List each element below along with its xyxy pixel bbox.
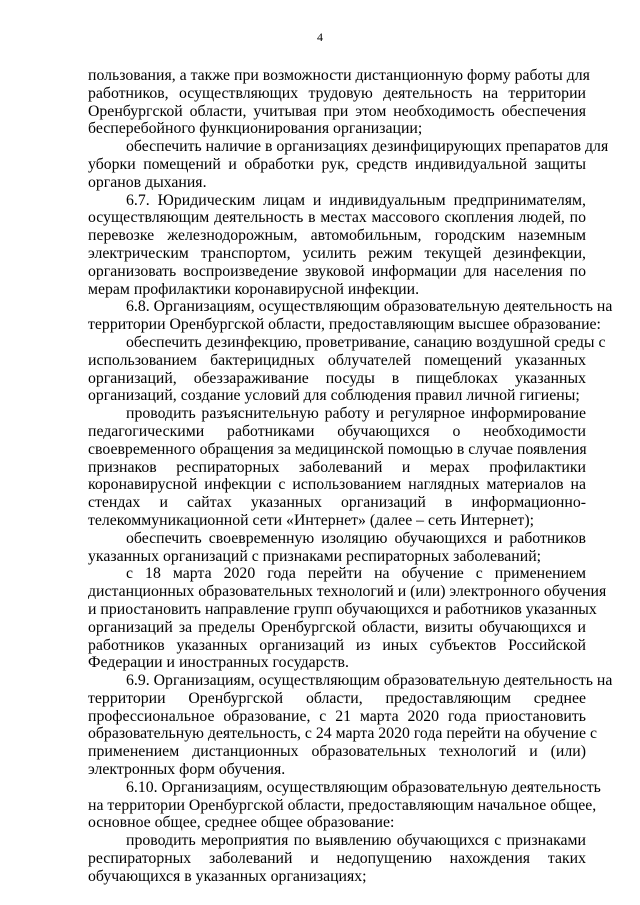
text-line: работников, осуществляющих трудовую деятельность на территории [88, 84, 586, 102]
text-line: профессиональное образование, с 21 марта 2020 года приостановить [88, 707, 586, 725]
text-line: электрическим транспортом, усилить режим текущей дезинфекции, [88, 244, 586, 262]
text-line: уборки помещений и обработки рук, средств индивидуальной защиты [88, 155, 586, 173]
text-line: применением дистанционных образовательных технологий и (или) [88, 743, 586, 761]
text-line: пользования, а также при возможности дистанционную форму работы для [88, 67, 590, 84]
paragraph [88, 530, 586, 566]
text-line: органов дыхания. [88, 173, 207, 191]
paragraph [88, 138, 609, 191]
text-line: дистанционных образовательных технологий и (или) электронного обучения [88, 583, 607, 601]
paragraph [88, 67, 590, 138]
text-line: организаций за пределы Оренбургской области, визиты обучающихся и [88, 618, 586, 636]
text-line: использованием бактерицидных облучателей помещений указанных [88, 351, 586, 369]
document-body [88, 67, 613, 886]
text-line: педагогическими работниками обучающихся о необходимости [88, 422, 586, 440]
text-line: коронавирусной инфекции с использованием наглядных материалов на [88, 476, 586, 494]
text-line: стендах и сайтах указанных организаций в информационно- [88, 494, 586, 512]
text-line: образовательную деятельность, с 24 марта 2020 года перейти на обучение с [88, 725, 597, 743]
paragraph [88, 298, 613, 334]
text-line: территории Оренбургской области, предоставляющим среднее [88, 689, 586, 707]
paragraph [88, 832, 586, 885]
text-line: проводить разъяснительную работу и регулярное информирование [126, 405, 586, 423]
page-number: 4 [317, 30, 323, 44]
text-line: основное общее, среднее общее образование: [88, 814, 395, 832]
text-line: Федерации и иностранных государств. [88, 654, 349, 672]
text-line: 6.10. Организациям, осуществляющим образовательную деятельность [126, 778, 601, 796]
text-line: 6.8. Организациям, осуществляющим образовательную деятельность на [126, 298, 613, 316]
text-line: бесперебойного функционирования организации; [88, 120, 423, 138]
text-line: признаков респираторных заболеваний и мерах профилактики [88, 458, 586, 476]
text-line: мерам профилактики коронавирусной инфекции. [88, 280, 420, 298]
text-line: территории Оренбургской области, предоставляющим высшее образование: [88, 316, 601, 334]
text-line: осуществляющим деятельность в местах массового скопления людей, по [88, 209, 586, 227]
paragraph [88, 192, 586, 299]
text-line: организаций, обеззараживание посуды в пищеблоках указанных [88, 369, 586, 387]
text-line: работников указанных организаций из иных субъектов Российской [88, 636, 586, 654]
paragraph [88, 333, 606, 405]
paragraph [88, 405, 586, 530]
text-line: Оренбургской области, учитывая при этом необходимость обеспечения [88, 102, 586, 120]
text-line: 6.9. Организациям, осуществляющим образовательную деятельность на [126, 672, 613, 690]
text-line: проводить мероприятия по выявлению обучающихся с признаками [126, 832, 586, 850]
text-line: с 18 марта 2020 года перейти на обучение с применением [126, 565, 586, 583]
paragraph [88, 778, 601, 832]
text-line: на территории Оренбургской области, предоставляющим начальное общее, [88, 796, 597, 814]
text-line: электронных форм обучения. [88, 761, 286, 779]
paragraph [88, 565, 607, 672]
text-line: перевозке железнодорожным, автомобильным, городским наземным [88, 227, 586, 245]
text-line: организовать воспроизведение звуковой информации для населения по [88, 262, 586, 280]
text-line: своевременного обращения за медицинской помощью в случае появления [88, 440, 587, 458]
text-line: организаций, создание условий для соблюдения правил личной гигиены; [88, 387, 580, 405]
paragraph [88, 672, 613, 779]
text-line: обеспечить дезинфекцию, проветривание, санацию воздушной среды с [126, 333, 606, 351]
text-line: респираторных заболеваний и недопущению нахождения таких [88, 850, 586, 868]
text-line: обеспечить своевременную изоляцию обучающихся и работников [126, 529, 586, 547]
text-line: обеспечить наличие в организациях дезинфицирующих препаратов для [126, 138, 609, 156]
text-line: обучающихся в указанных организациях; [88, 867, 367, 885]
text-line: указанных организаций с признаками респираторных заболеваний; [88, 547, 542, 565]
text-line: телекоммуникационной сети «Интернет» (далее – сеть Интернет); [88, 511, 534, 529]
text-line: 6.7. Юридическим лицам и индивидуальным предпринимателям, [126, 191, 586, 209]
text-line: и приостановить направление групп обучающихся и работников указанных [88, 600, 597, 618]
